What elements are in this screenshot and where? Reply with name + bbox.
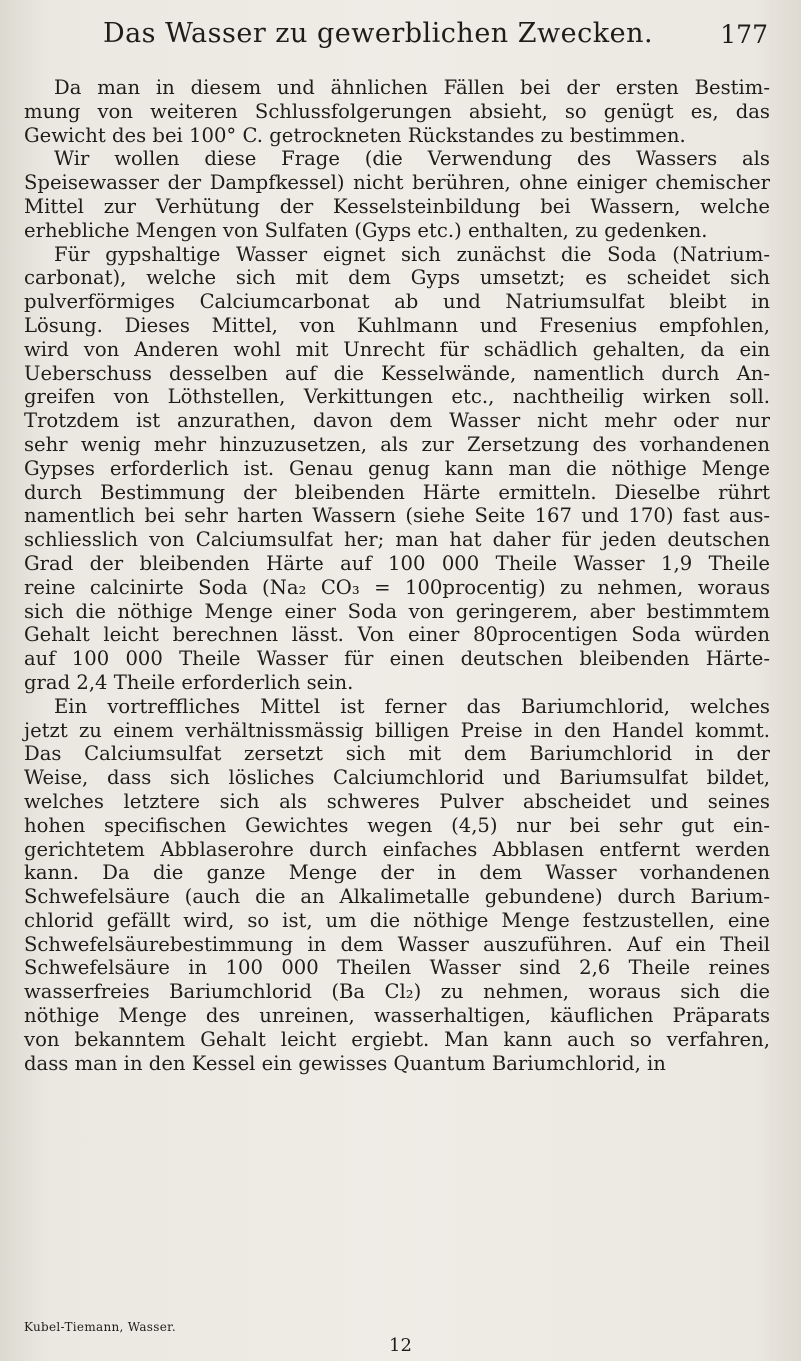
text-line: gerichtetem Abblaserohre durch einfaches Abblasen entfernt werden <box>24 837 770 861</box>
text-line: kann. Da die ganze Menge der in dem Wasser vorhandenen <box>24 861 770 885</box>
text-line: greifen von Löthstellen, Verkittungen etc., nachtheilig wirken soll. <box>24 385 770 409</box>
text-line: dass man in den Kessel ein gewisses Quantum Bariumchlorid, in <box>24 1051 666 1075</box>
paragraph <box>24 76 770 147</box>
text-line: Ueberschuss desselben auf die Kesselwände, namentlich durch An- <box>24 361 770 385</box>
text-line: Gehalt leicht berechnen lässt. Von einer 80procentigen Soda würden <box>24 623 770 647</box>
text-line: carbonat), welche sich mit dem Gyps umsetzt; es scheidet sich <box>24 266 770 290</box>
text-line: namentlich bei sehr harten Wassern (siehe Seite 167 und 170) fast aus- <box>24 504 770 528</box>
text-line: Ein vortreffliches Mittel ist ferner das Bariumchlorid, welches <box>54 694 770 718</box>
text-line: jetzt zu einem verhältnissmässig billigen Preise in den Handel kommt. <box>24 718 770 742</box>
text-line: Da man in diesem und ähnlichen Fällen bei der ersten Bestim- <box>54 76 770 99</box>
text-line: sich die nöthige Menge einer Soda von geringerem, aber bestimmtem <box>24 599 770 623</box>
text-line: Speisewasser der Dampfkessel) nicht berühren, ohne einiger chemischer <box>24 171 770 195</box>
text-line: welches letztere sich als schweres Pulver abscheidet und seines <box>24 789 770 813</box>
text-line: chlorid gefällt wird, so ist, um die nöthige Menge festzustellen, eine <box>24 908 770 932</box>
text-line: hohen specifischen Gewichtes wegen (4,5) nur bei sehr gut ein- <box>24 813 770 837</box>
text-line: Mittel zur Verhütung der Kesselsteinbildung bei Wassern, welche <box>24 194 770 218</box>
paragraph <box>24 147 770 242</box>
text-line: durch Bestimmung der bleibenden Härte ermitteln. Dieselbe rührt <box>24 480 770 504</box>
paragraph <box>24 695 770 1076</box>
text-line: Für gypshaltige Wasser eignet sich zunächst die Soda (Natrium- <box>54 242 770 266</box>
text-line: Das Calciumsulfat zersetzt sich mit dem Bariumchlorid in der <box>24 742 770 766</box>
text-line: auf 100 000 Theile Wasser für einen deutschen bleibenden Härte- <box>24 647 770 671</box>
text-line: Schwefelsäurebestimmung in dem Wasser auszuführen. Auf ein Theil <box>24 932 770 956</box>
text-line: nöthige Menge des unreinen, wasserhaltigen, käuflichen Präparats <box>24 1004 770 1028</box>
sheet-number: 12 <box>389 1335 412 1356</box>
running-title: Das Wasser zu gewerblichen Zwecken. <box>102 18 654 49</box>
text-line: wird von Anderen wohl mit Unrecht für schädlich gehalten, da ein <box>24 337 770 361</box>
text-line: erhebliche Mengen von Sulfaten (Gyps etc.) enthalten, zu gedenken. <box>24 218 708 242</box>
text-line: grad 2,4 Theile erforderlich sein. <box>24 670 354 694</box>
text-line: Grad der bleibenden Härte auf 100 000 Theile Wasser 1,9 Theile <box>24 551 770 575</box>
text-line: pulverförmiges Calciumcarbonat ab und Natriumsulfat bleibt in <box>24 290 770 314</box>
text-line: schliesslich von Calciumsulfat her; man hat daher für jeden deutschen <box>24 528 770 552</box>
text-line: Gypses erforderlich ist. Genau genug kann man die nöthige Menge <box>24 456 770 480</box>
text-line: Lösung. Dieses Mittel, von Kuhlmann und Fresenius empfohlen, <box>24 313 770 337</box>
text-line: Weise, dass sich lösliches Calciumchlorid und Bariumsulfat bildet, <box>24 766 770 790</box>
text-line: Trotzdem ist anzurathen, davon dem Wasser nicht mehr oder nur <box>24 409 770 433</box>
text-line: Wir wollen diese Frage (die Verwendung des Wassers als <box>54 147 770 171</box>
text-line: mung von weiteren Schlussfolgerungen absieht, so genügt es, das <box>24 99 770 123</box>
text-line: von bekanntem Gehalt leicht ergiebt. Man kann auch so verfahren, <box>24 1027 770 1051</box>
text-line: Gewicht des bei 100° C. getrockneten Rückstandes zu bestimmen. <box>24 123 686 147</box>
signature-line: Kubel-Tiemann, Wasser. <box>24 1320 176 1334</box>
text-line: Schwefelsäure (auch die an Alkalimetalle gebundene) durch Barium- <box>24 885 770 909</box>
paragraph <box>24 243 770 695</box>
running-header <box>78 18 768 58</box>
body-text <box>24 76 770 1075</box>
page-number: 177 <box>720 20 768 49</box>
text-line: reine calcinirte Soda (Na₂ CO₃ = 100procentig) zu nehmen, woraus <box>24 575 770 599</box>
text-line: sehr wenig mehr hinzuzusetzen, als zur Zersetzung des vorhandenen <box>24 432 770 456</box>
text-line: Schwefelsäure in 100 000 Theilen Wasser sind 2,6 Theile reines <box>24 956 770 980</box>
text-line: wasserfreies Bariumchlorid (Ba Cl₂) zu nehmen, woraus sich die <box>24 980 770 1004</box>
